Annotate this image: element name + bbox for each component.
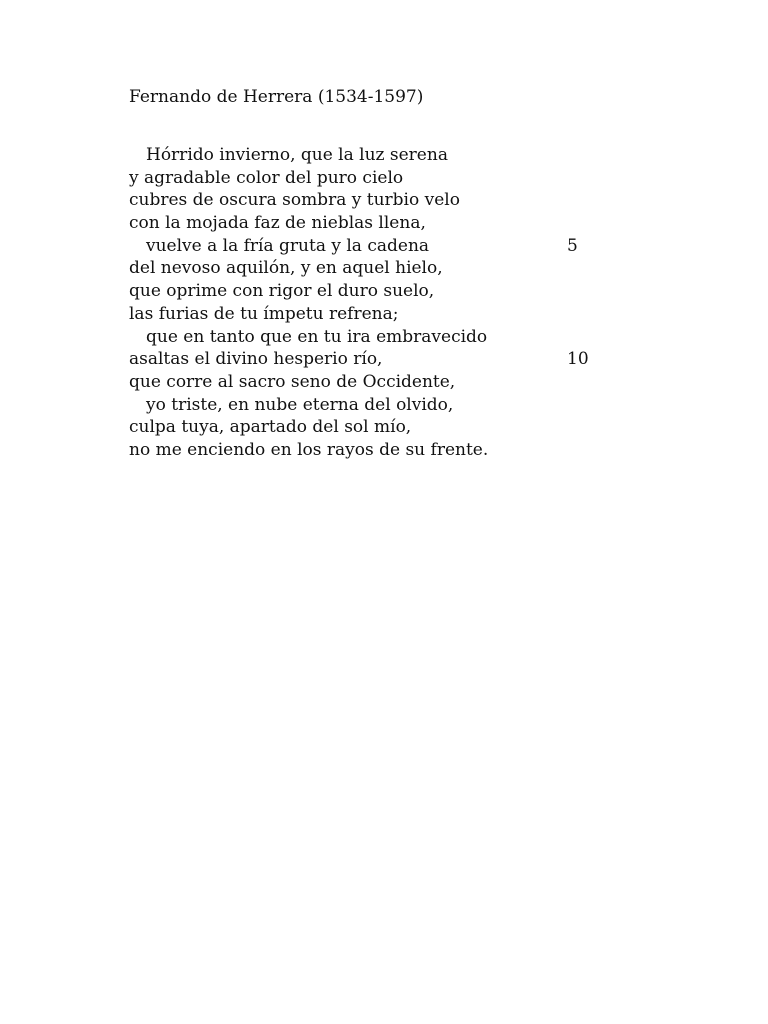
line-number: 10	[567, 349, 589, 370]
verse-text: vuelve a la fría gruta y la cadena	[146, 235, 430, 256]
verse-line	[129, 189, 609, 212]
verse-line	[129, 348, 609, 371]
verse-line	[129, 257, 609, 280]
verse-text: del nevoso aquilón, y en aquel hielo,	[129, 258, 443, 279]
verse-line	[129, 235, 609, 258]
poem-body	[129, 144, 609, 462]
verse-line	[129, 280, 609, 303]
verse-line	[129, 144, 609, 167]
verse-text: cubres de oscura sombra y turbio velo	[129, 190, 460, 211]
verse-text: yo triste, en nube eterna del olvido,	[146, 394, 454, 415]
verse-text: y agradable color del puro cielo	[129, 167, 404, 188]
author-heading: Fernando de Herrera (1534-1597)	[129, 87, 424, 107]
verse-text: que en tanto que en tu ira embravecido	[146, 326, 488, 347]
line-number: 5	[567, 235, 578, 256]
verse-line	[129, 416, 609, 439]
verse-line	[129, 326, 609, 349]
verse-line	[129, 371, 609, 394]
verse-text: que oprime con rigor el duro suelo,	[129, 281, 435, 302]
verse-text: culpa tuya, apartado del sol mío,	[129, 417, 412, 438]
verse-line	[129, 167, 609, 190]
verse-text: Hórrido invierno, que la luz serena	[146, 145, 448, 165]
verse-text: que corre al sacro seno de Occidente,	[129, 371, 456, 392]
verse-line	[129, 439, 609, 462]
verse-text: no me enciendo en los rayos de su frente.	[129, 439, 489, 460]
verse-line	[129, 212, 609, 235]
verse-line	[129, 394, 609, 417]
verse-text: con la mojada faz de nieblas llena,	[129, 213, 426, 234]
verse-line	[129, 303, 609, 326]
verse-text: las furias de tu ímpetu refrena;	[129, 303, 399, 324]
verse-text: asaltas el divino hesperio río,	[129, 349, 383, 370]
